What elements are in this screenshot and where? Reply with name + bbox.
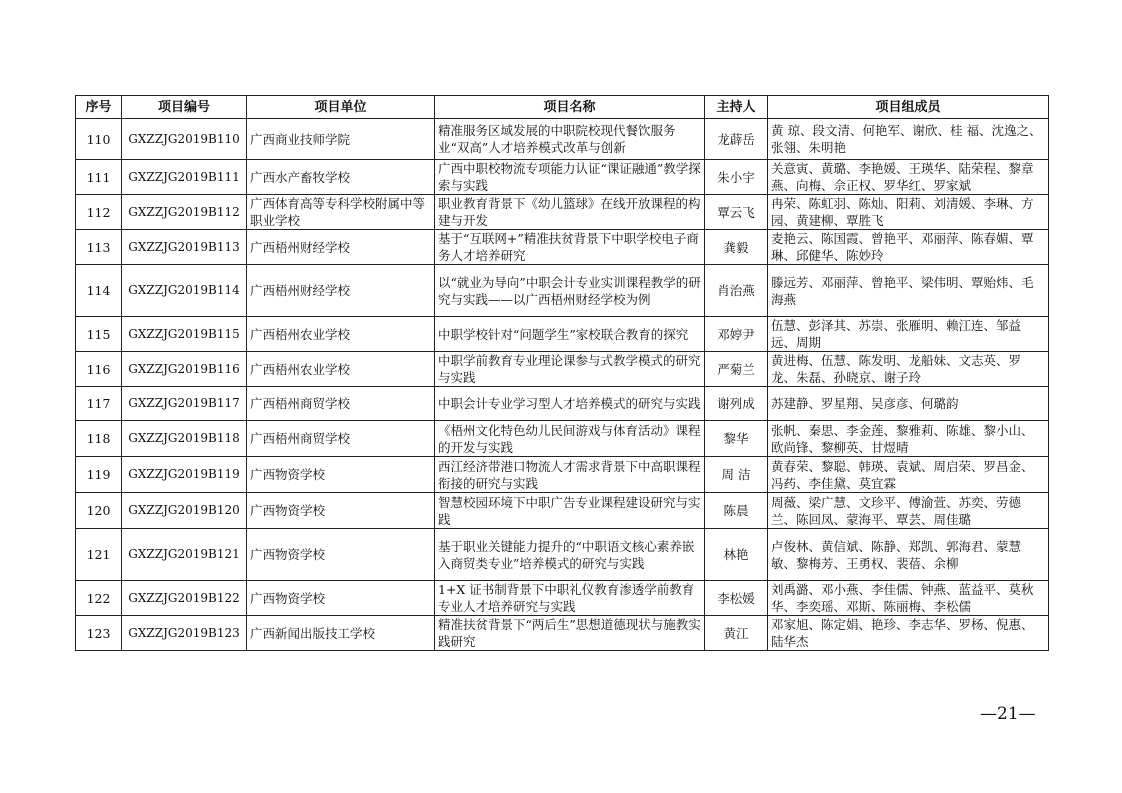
table-row <box>76 119 1049 160</box>
row-number: 123 <box>76 616 122 651</box>
project-name: 职业教育背景下《幼儿篮球》在线开放课程的构建与开发 <box>435 195 705 230</box>
project-members: 伍慧、彭泽其、苏崇、张雁明、赖江连、邹益远、周期 <box>768 317 1049 352</box>
project-code: GXZZJG2019B117 <box>122 387 247 421</box>
project-members: 周薇、梁广慧、文珍平、傅渝萱、苏奕、劳德兰、陈回凤、蒙海平、覃芸、周佳璐 <box>768 493 1049 529</box>
project-code: GXZZJG2019B113 <box>122 230 247 265</box>
table-row <box>76 230 1049 265</box>
project-leader: 龚毅 <box>705 230 768 265</box>
row-number: 122 <box>76 581 122 616</box>
project-name: 广西中职校物流专项能力认证“课证融通”教学探索与实践 <box>435 160 705 195</box>
table-row <box>76 493 1049 529</box>
project-leader: 黎华 <box>705 421 768 457</box>
table-row <box>76 195 1049 230</box>
project-code: GXZZJG2019B111 <box>122 160 247 195</box>
project-name: 精准扶贫背景下“两后生”思想道德现状与施教实践研究 <box>435 616 705 651</box>
header-members: 项目组成员 <box>768 96 1049 119</box>
project-unit: 广西梧州商贸学校 <box>247 387 435 421</box>
row-number: 118 <box>76 421 122 457</box>
project-unit: 广西物资学校 <box>247 493 435 529</box>
project-name: 以“就业为导向”中职会计专业实训课程教学的研究与实践——以广西梧州财经学校为例 <box>435 265 705 317</box>
project-leader: 陈晨 <box>705 493 768 529</box>
project-members: 滕远芳、邓丽萍、曾艳平、梁伟明、覃贻炜、毛海燕 <box>768 265 1049 317</box>
page-number: —21— <box>980 704 1036 724</box>
project-leader: 李松媛 <box>705 581 768 616</box>
project-code: GXZZJG2019B122 <box>122 581 247 616</box>
row-number: 111 <box>76 160 122 195</box>
project-members: 黄 琼、段文清、何艳军、谢欣、桂 福、沈逸之、张翎、朱明艳 <box>768 119 1049 160</box>
project-code: GXZZJG2019B110 <box>122 119 247 160</box>
project-code: GXZZJG2019B121 <box>122 529 247 581</box>
project-members: 张帆、秦思、李金莲、黎雅莉、陈雄、黎小山、欧尚锋、黎柳英、甘煜晴 <box>768 421 1049 457</box>
project-members: 苏建静、罗星翔、吴彦彦、何璐韵 <box>768 387 1049 421</box>
project-name: 《梧州文化特色幼儿民间游戏与体育活动》课程的开发与实践 <box>435 421 705 457</box>
project-leader: 林艳 <box>705 529 768 581</box>
project-unit: 广西体育高等专科学校附属中等职业学校 <box>247 195 435 230</box>
table-row <box>76 457 1049 493</box>
project-code: GXZZJG2019B119 <box>122 457 247 493</box>
row-number: 114 <box>76 265 122 317</box>
project-unit: 广西梧州农业学校 <box>247 317 435 352</box>
header-name: 项目名称 <box>435 96 705 119</box>
project-code: GXZZJG2019B114 <box>122 265 247 317</box>
project-table <box>75 95 1049 651</box>
row-number: 115 <box>76 317 122 352</box>
project-leader: 严菊兰 <box>705 352 768 387</box>
project-leader: 周 洁 <box>705 457 768 493</box>
project-leader: 肖治燕 <box>705 265 768 317</box>
project-code: GXZZJG2019B120 <box>122 493 247 529</box>
project-name: 基于“互联网+”精准扶贫背景下中职学校电子商务人才培养研究 <box>435 230 705 265</box>
row-number: 112 <box>76 195 122 230</box>
project-name: 精准服务区域发展的中职院校现代餐饮服务业“双高”人才培养模式改革与创新 <box>435 119 705 160</box>
row-number: 110 <box>76 119 122 160</box>
table-header <box>76 96 1049 119</box>
project-code: GXZZJG2019B123 <box>122 616 247 651</box>
row-number: 119 <box>76 457 122 493</box>
project-name: 智慧校园环境下中职广告专业课程建设研究与实践 <box>435 493 705 529</box>
row-number: 120 <box>76 493 122 529</box>
header-unit: 项目单位 <box>247 96 435 119</box>
table-row <box>76 529 1049 581</box>
row-number: 113 <box>76 230 122 265</box>
table-row <box>76 387 1049 421</box>
project-members: 麦艳云、陈国霞、曾艳平、邓丽萍、陈春媚、覃 琳、邱健华、陈妙玲 <box>768 230 1049 265</box>
header-row <box>76 96 1049 119</box>
project-name: 中职学校针对“问题学生”家校联合教育的探究 <box>435 317 705 352</box>
project-unit: 广西商业技师学院 <box>247 119 435 160</box>
project-leader: 朱小宇 <box>705 160 768 195</box>
project-leader: 龙薜岳 <box>705 119 768 160</box>
project-unit: 广西梧州财经学校 <box>247 265 435 317</box>
project-unit: 广西物资学校 <box>247 581 435 616</box>
project-unit: 广西物资学校 <box>247 529 435 581</box>
project-code: GXZZJG2019B112 <box>122 195 247 230</box>
header-no: 序号 <box>76 96 122 119</box>
project-members: 卢俊林、黄信斌、陈静、郑凯、郭海君、蒙慧敏、黎梅芳、王勇权、裴蓓、余柳 <box>768 529 1049 581</box>
table-row <box>76 352 1049 387</box>
project-name: 中职学前教育专业理论课参与式教学模式的研究与实践 <box>435 352 705 387</box>
header-leader: 主持人 <box>705 96 768 119</box>
table-row <box>76 616 1049 651</box>
header-code: 项目编号 <box>122 96 247 119</box>
project-leader: 覃云飞 <box>705 195 768 230</box>
table-row <box>76 160 1049 195</box>
project-members: 黄进梅、伍慧、陈发明、龙船妹、文志英、罗龙、朱磊、孙晓京、谢子玲 <box>768 352 1049 387</box>
project-members: 黄春荣、黎聪、韩瑛、袁斌、周启荣、罗昌金、冯药、李佳黛、莫宜霖 <box>768 457 1049 493</box>
table-row <box>76 317 1049 352</box>
project-unit: 广西梧州农业学校 <box>247 352 435 387</box>
project-name: 中职会计专业学习型人才培养模式的研究与实践 <box>435 387 705 421</box>
project-members: 刘禹潞、邓小燕、李佳儒、钟燕、蓝益平、莫秋华、李奕瑶、邓斯、陈丽梅、李松儒 <box>768 581 1049 616</box>
table-row <box>76 265 1049 317</box>
project-code: GXZZJG2019B115 <box>122 317 247 352</box>
project-unit: 广西新闻出版技工学校 <box>247 616 435 651</box>
project-unit: 广西梧州财经学校 <box>247 230 435 265</box>
project-leader: 谢列成 <box>705 387 768 421</box>
project-members: 邓家旭、陈定娟、艳珍、李志华、罗杨、倪惠、陆华杰 <box>768 616 1049 651</box>
project-name: 西江经济带港口物流人才需求背景下中高职课程衔接的研究与实践 <box>435 457 705 493</box>
project-leader: 黄江 <box>705 616 768 651</box>
project-unit: 广西梧州商贸学校 <box>247 421 435 457</box>
project-members: 冉荣、陈虹羽、陈灿、阳莉、刘清媛、李琳、方园、黄建柳、覃胜飞 <box>768 195 1049 230</box>
row-number: 117 <box>76 387 122 421</box>
table-row <box>76 421 1049 457</box>
table-row <box>76 581 1049 616</box>
project-name: 基于职业关键能力提升的“中职语文核心素养嵌入商贸类专业”培养模式的研究与实践 <box>435 529 705 581</box>
row-number: 116 <box>76 352 122 387</box>
row-number: 121 <box>76 529 122 581</box>
project-members: 关意寅、黄璐、李艳媛、王瑛华、陆荣程、黎章燕、向梅、佘正权、罗华红、罗家斌 <box>768 160 1049 195</box>
table-body <box>76 119 1049 651</box>
project-leader: 邓婷尹 <box>705 317 768 352</box>
project-name: 1+X 证书制背景下中职礼仪教育渗透学前教育专业人才培养研究与实践 <box>435 581 705 616</box>
project-code: GXZZJG2019B116 <box>122 352 247 387</box>
project-unit: 广西水产畜牧学校 <box>247 160 435 195</box>
project-unit: 广西物资学校 <box>247 457 435 493</box>
project-code: GXZZJG2019B118 <box>122 421 247 457</box>
